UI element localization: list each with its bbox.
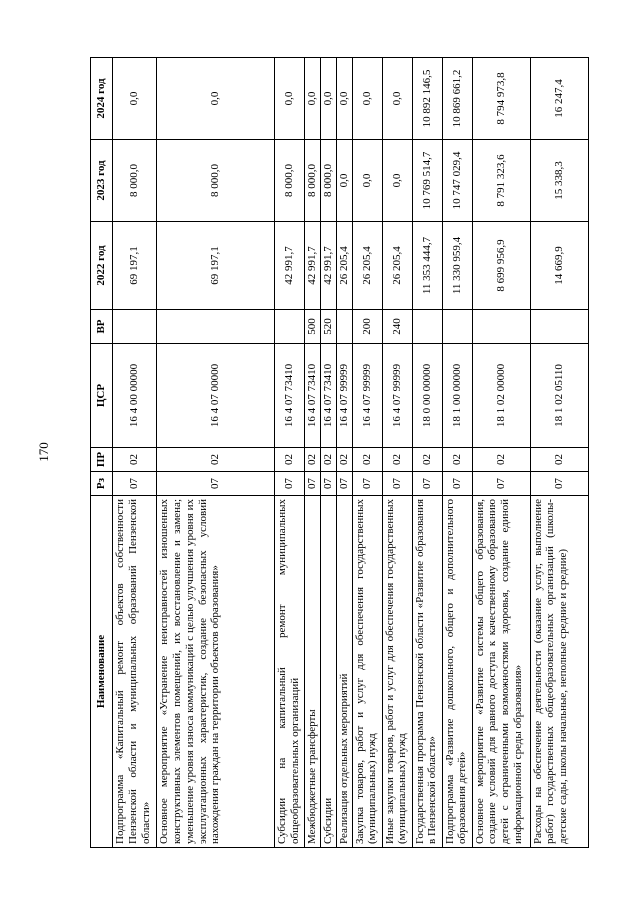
cell-pr: 02 [352, 448, 382, 472]
cell-csr: 16 4 07 99999 [352, 344, 382, 448]
cell-pr: 02 [275, 448, 305, 472]
cell-rz: 07 [352, 472, 382, 496]
cell-pr: 02 [320, 448, 336, 472]
cell-vr [442, 310, 472, 344]
cell-pr: 02 [336, 448, 352, 472]
cell-name: Основное мероприятие «Устранение неисправностей изношенных конструктивных элементов помещений, их восстановление и замена; уменьшение уровня износа коммуникаций с целью улучшения уровня их эксплуатационных характеристик, создание безопасных условий нахождения граждан на территории объектов образования» [157, 496, 275, 848]
cell-2023: 8 791 323,6 [472, 140, 530, 222]
cell-2022: 42 991,7 [275, 222, 305, 310]
cell-2024: 0,0 [275, 58, 305, 140]
rotated-table-container [90, 58, 570, 848]
table-header-row [91, 58, 113, 848]
table-row [412, 58, 442, 848]
header-pr: ПР [91, 448, 113, 472]
header-2022: 2022 год [91, 222, 113, 310]
cell-pr: 02 [382, 448, 412, 472]
table-row [113, 58, 157, 848]
cell-name: Основное мероприятие «Развитие системы общего образования, создание условий для равного доступа к качественному образованию детей с ограниченными возможностями здоровья, создание единой информационной среды образования» [472, 496, 530, 848]
cell-vr: 240 [382, 310, 412, 344]
table-row [336, 58, 352, 848]
table-row [382, 58, 412, 848]
header-2023: 2023 год [91, 140, 113, 222]
budget-table [90, 57, 589, 848]
cell-2023: 0,0 [352, 140, 382, 222]
cell-2023: 8 000,0 [275, 140, 305, 222]
table-row [157, 58, 275, 848]
cell-name: Государственная программа Пензенской области «Развитие образования в Пензенской области» [412, 496, 442, 848]
cell-rz: 07 [275, 472, 305, 496]
cell-2022: 11 330 959,4 [442, 222, 472, 310]
cell-2024: 0,0 [352, 58, 382, 140]
header-name: Наименование [91, 496, 113, 848]
cell-pr: 02 [442, 448, 472, 472]
cell-2022: 26 205,4 [382, 222, 412, 310]
cell-2022: 11 353 444,7 [412, 222, 442, 310]
cell-2023: 8 000,0 [305, 140, 321, 222]
cell-pr: 02 [412, 448, 442, 472]
cell-2022: 69 197,1 [113, 222, 157, 310]
cell-2022: 42 991,7 [320, 222, 336, 310]
cell-2023: 0,0 [382, 140, 412, 222]
cell-name: Реализация отдельных мероприятий [336, 496, 352, 848]
table-row [530, 58, 588, 848]
cell-pr: 02 [305, 448, 321, 472]
table-row [320, 58, 336, 848]
cell-2023: 0,0 [336, 140, 352, 222]
cell-csr: 18 1 00 00000 [442, 344, 472, 448]
cell-2022: 8 699 956,9 [472, 222, 530, 310]
cell-name: Расходы на обеспечение деятельности (оказание услуг, выполнение работ) государственных общеобразовательных организаций (школы-детские сады, школы начальные, неполные средние и средние) [530, 496, 588, 848]
cell-vr: 200 [352, 310, 382, 344]
cell-pr: 02 [530, 448, 588, 472]
cell-2023: 10 769 514,7 [412, 140, 442, 222]
cell-2022: 26 205,4 [352, 222, 382, 310]
cell-vr [336, 310, 352, 344]
table-row [442, 58, 472, 848]
cell-csr: 18 1 02 00000 [472, 344, 530, 448]
header-vr: ВР [91, 310, 113, 344]
cell-csr: 16 4 07 99999 [336, 344, 352, 448]
cell-2023: 8 000,0 [113, 140, 157, 222]
cell-vr [530, 310, 588, 344]
cell-csr: 16 4 07 99999 [382, 344, 412, 448]
cell-rz: 07 [530, 472, 588, 496]
cell-2022: 69 197,1 [157, 222, 275, 310]
cell-name: Подпрограмма «Развитие дошкольного, общего и дополнительного образования детей» [442, 496, 472, 848]
cell-2023: 8 000,0 [157, 140, 275, 222]
cell-2024: 0,0 [336, 58, 352, 140]
cell-2023: 15 338,3 [530, 140, 588, 222]
cell-name: Межбюджетные трансферты [305, 496, 321, 848]
cell-2023: 8 000,0 [320, 140, 336, 222]
table-row [305, 58, 321, 848]
cell-2024: 0,0 [320, 58, 336, 140]
cell-vr: 500 [305, 310, 321, 344]
page-number: 170 [36, 442, 51, 462]
cell-csr: 16 4 00 00000 [113, 344, 157, 448]
cell-csr: 16 4 07 73410 [275, 344, 305, 448]
cell-2024: 0,0 [157, 58, 275, 140]
table-row [352, 58, 382, 848]
cell-rz: 07 [113, 472, 157, 496]
cell-2024: 10 892 146,5 [412, 58, 442, 140]
cell-csr: 16 4 07 00000 [157, 344, 275, 448]
cell-name: Иные закупки товаров, работ и услуг для обеспечения государственных (муниципальных) нужд [382, 496, 412, 848]
cell-name: Закупка товаров, работ и услуг для обеспечения государственных (муниципальных) нужд [352, 496, 382, 848]
cell-2023: 10 747 029,4 [442, 140, 472, 222]
cell-rz: 07 [336, 472, 352, 496]
cell-pr: 02 [472, 448, 530, 472]
cell-rz: 07 [157, 472, 275, 496]
header-2024: 2024 год [91, 58, 113, 140]
cell-2024: 16 247,4 [530, 58, 588, 140]
header-rz: Рз [91, 472, 113, 496]
cell-rz: 07 [320, 472, 336, 496]
cell-2022: 42 991,7 [305, 222, 321, 310]
cell-rz: 07 [382, 472, 412, 496]
cell-vr [157, 310, 275, 344]
cell-2024: 0,0 [382, 58, 412, 140]
cell-2022: 14 669,9 [530, 222, 588, 310]
cell-name: Подпрограмма «Капитальный ремонт объектов собственности Пензенской области и муниципальных образований Пензенской области» [113, 496, 157, 848]
cell-vr [275, 310, 305, 344]
cell-rz: 07 [472, 472, 530, 496]
cell-pr: 02 [157, 448, 275, 472]
cell-name: Субсидии [320, 496, 336, 848]
cell-2024: 8 794 973,8 [472, 58, 530, 140]
cell-2024: 0,0 [305, 58, 321, 140]
cell-rz: 07 [412, 472, 442, 496]
table-row [472, 58, 530, 848]
table-row [275, 58, 305, 848]
cell-csr: 18 1 02 05110 [530, 344, 588, 448]
cell-rz: 07 [305, 472, 321, 496]
cell-vr: 520 [320, 310, 336, 344]
cell-vr [412, 310, 442, 344]
cell-csr: 16 4 07 73410 [305, 344, 321, 448]
cell-name: Субсидии на капитальный ремонт муниципальных общеобразовательных организаций [275, 496, 305, 848]
cell-vr [113, 310, 157, 344]
cell-2024: 0,0 [113, 58, 157, 140]
cell-csr: 16 4 07 73410 [320, 344, 336, 448]
cell-2024: 10 869 661,2 [442, 58, 472, 140]
cell-pr: 02 [113, 448, 157, 472]
cell-rz: 07 [442, 472, 472, 496]
cell-vr [472, 310, 530, 344]
cell-csr: 18 0 00 00000 [412, 344, 442, 448]
cell-2022: 26 205,4 [336, 222, 352, 310]
header-csr: ЦСР [91, 344, 113, 448]
